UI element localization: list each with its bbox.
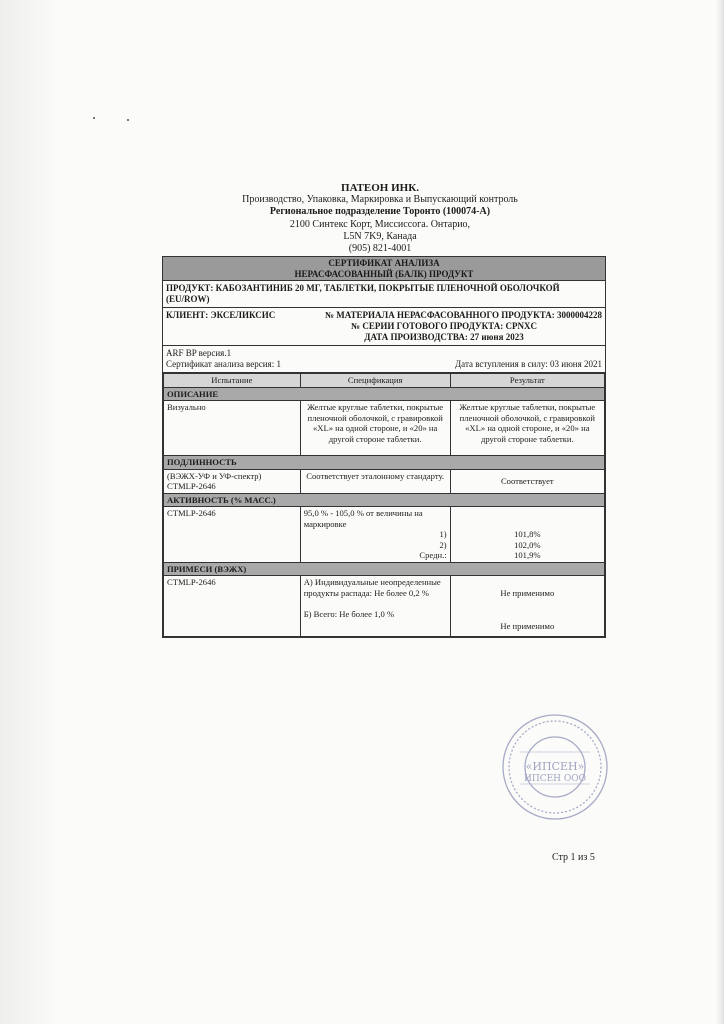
version-info xyxy=(163,346,605,373)
activity-spec-cell xyxy=(300,507,450,563)
activity-spec: 95,0 % - 105,0 % от величины на маркировке xyxy=(303,508,423,529)
header-result: Результат xyxy=(450,374,604,388)
production-date: ДАТА ПРОИЗВОДСТВА: 27 июня 2023 xyxy=(364,332,524,342)
activity-label-2: 2) xyxy=(439,539,447,550)
certificate-title-line1: СЕРТИФИКАТ АНАЛИЗА xyxy=(328,258,440,268)
header-spec: Спецификация xyxy=(300,374,450,388)
activity-value-1: 101,8% xyxy=(514,529,541,539)
header-test: Испытание xyxy=(164,374,301,388)
certificate-title xyxy=(163,257,605,281)
company-address1: 2100 Синтекс Корт, Миссиссога. Онтарио, xyxy=(289,218,471,230)
description-spec: Желтые круглые таблетки, покрытые пленочной оболочкой, с гравировкой «XL» на одной стороне, и «20» на другой стороне таблетки. xyxy=(300,401,450,456)
section-description: ОПИСАНИЕ xyxy=(164,387,605,401)
stamp-text-2: ИПСЕН ООО xyxy=(524,774,586,784)
certificate-title-line2: НЕРАСФАСОВАННЫЙ (БАЛК) ПРОДУКТ xyxy=(294,268,474,279)
company-phone: (905) 821-4001 xyxy=(348,243,412,255)
activity-value-2: 102,0% xyxy=(514,539,541,550)
table-row xyxy=(164,469,605,493)
section-row xyxy=(164,387,605,401)
section-row xyxy=(164,493,605,507)
impurities-spec-a: А) Индивидуальные неопределенные продукты распада: Не более 0,2 % xyxy=(303,577,441,598)
product-line: ПРОДУКТ: КАБОЗАНТИНИБ 20 МГ, ТАБЛЕТКИ, ПОКРЫТЫЕ ПЛЕНОЧНОЙ ОБОЛОЧКОЙ (EU/ROW) xyxy=(163,281,605,308)
batch-number: № СЕРИИ ГОТОВОГО ПРОДУКТА: CPNXC xyxy=(351,321,537,331)
activity-label-avg: Средн.: xyxy=(419,550,447,560)
stamp-text-1: «ИПСЕН» xyxy=(525,760,585,773)
impurities-test: CTMLP-2646 xyxy=(164,576,301,637)
section-identity: ПОДЛИННОСТЬ xyxy=(164,456,605,470)
scan-shadow-left xyxy=(0,0,60,1024)
activity-result-cell xyxy=(450,507,604,563)
identity-test xyxy=(164,469,301,493)
identity-result: Соответствует xyxy=(450,469,604,493)
section-impurities: ПРИМЕСИ (ВЭЖХ) xyxy=(164,562,605,576)
identity-test-code: CTMLP-2646 xyxy=(167,481,216,491)
table-row xyxy=(164,401,605,456)
description-test: Визуально xyxy=(164,401,301,456)
description-result: Желтые круглые таблетки, покрытые пленочной оболочкой, с гравировкой «XL» на одной стороне, и «20» на другой стороне таблетки. xyxy=(450,401,604,456)
table-header-row xyxy=(164,374,605,388)
activity-value-avg: 101,9% xyxy=(514,550,541,560)
certificate-box xyxy=(162,256,606,638)
stamp-seal xyxy=(500,712,610,822)
impurities-result-a: Не применимо xyxy=(500,588,555,598)
page-number: Стр 1 из 5 xyxy=(552,852,595,863)
company-header xyxy=(160,182,600,255)
identity-spec: Соответствует эталонному стандарту. xyxy=(300,469,450,493)
impurities-result-b: Не применимо xyxy=(500,620,555,631)
table-row xyxy=(164,507,605,563)
table-row xyxy=(164,576,605,637)
scan-speck xyxy=(127,119,129,121)
arf-version: ARF BP версия.1 xyxy=(166,348,232,358)
impurities-spec-cell xyxy=(300,576,450,637)
company-division: Региональное подразделение Торонто (100074-А) xyxy=(269,206,491,218)
activity-label-1: 1) xyxy=(439,529,447,539)
client-name: КЛИЕНТ: ЭКСЕЛИКСИС xyxy=(166,310,276,320)
section-activity: АКТИВНОСТЬ (% МАСС.) xyxy=(164,493,605,507)
company-name: ПАТЕОН ИНК. xyxy=(341,182,419,194)
activity-test: CTMLP-2646 xyxy=(164,507,301,563)
impurities-result-cell xyxy=(450,576,604,637)
company-line1: Производство, Упаковка, Маркировка и Выпускающий контроль xyxy=(242,194,518,206)
results-table xyxy=(163,373,605,637)
scan-speck xyxy=(93,117,95,119)
material-number: № МАТЕРИАЛА НЕРАСФАСОВАННОГО ПРОДУКТА: 3000004228 xyxy=(325,310,602,320)
scan-shadow-right xyxy=(716,0,724,1024)
effective-date: Дата вступления в силу: 03 июня 2021 xyxy=(455,359,602,369)
cert-version: Сертификат анализа версия: 1 xyxy=(166,359,281,369)
identity-test-method: (ВЭЖХ-УФ и УФ-спектр) xyxy=(167,470,262,481)
impurities-spec-b: Б) Всего: Не более 1,0 % xyxy=(303,609,395,619)
section-row xyxy=(164,456,605,470)
client-block xyxy=(163,308,605,346)
company-address2: L5N 7K9, Канада xyxy=(343,230,417,242)
section-row xyxy=(164,562,605,576)
